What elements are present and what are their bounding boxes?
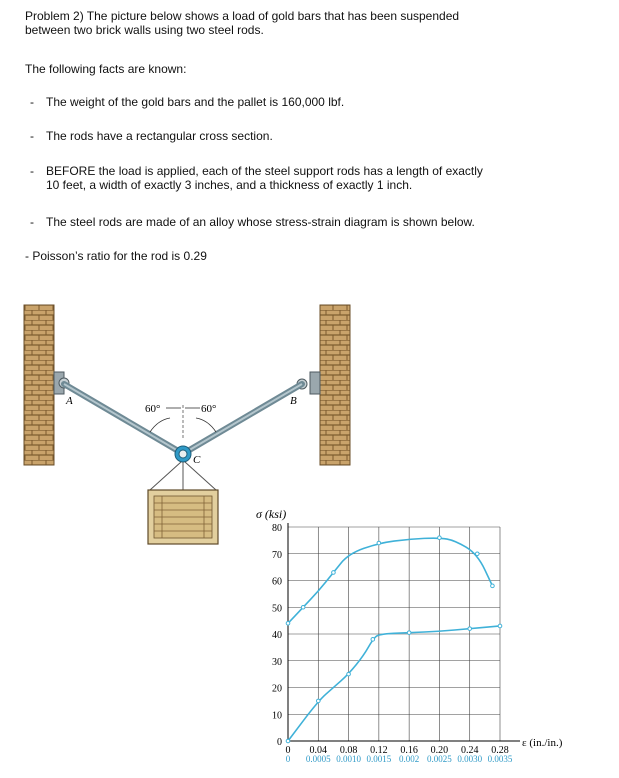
y-tick-label-70: 70 (272, 549, 282, 561)
fact-2-dash: - (30, 129, 34, 143)
problem-heading-line-1: Problem 2) The picture below shows a load of gold bars that has been suspended (25, 9, 460, 23)
series-line-2 (288, 626, 500, 741)
series-1-point-7 (438, 536, 442, 540)
series-2-point-0 (286, 739, 290, 743)
series-2-point-1 (316, 699, 320, 703)
series-1-point-9 (475, 552, 479, 556)
x-tick-label-upper-0.24: 0.24 (460, 745, 479, 756)
x-tick-label-lower-0.0015: 0.0015 (366, 754, 392, 764)
series-2-point-9 (468, 627, 472, 631)
x-tick-label-upper-0.16: 0.16 (400, 745, 418, 756)
series-2-point-3 (347, 672, 351, 676)
series-2-point-10 (498, 624, 502, 628)
series-2-point-7 (407, 631, 411, 635)
chart-axes (288, 523, 520, 741)
fact-3-text-line-2: 10 feet, a width of exactly 3 inches, and a thickness of exactly 1 inch. (46, 178, 413, 192)
x-tick-label-lower-0.0025: 0.0025 (427, 754, 452, 764)
y-tick-label-50: 50 (272, 603, 282, 615)
y-tick-label-30: 30 (272, 656, 282, 668)
x-tick-label-lower-0.0035: 0.0035 (487, 754, 513, 764)
series-1-point-3 (332, 571, 336, 575)
y-tick-labels (272, 523, 282, 748)
x-tick-label-lower-0.002: 0.002 (399, 754, 420, 764)
series-1-point-0 (286, 622, 290, 626)
x-tick-label-upper-0.08: 0.08 (339, 745, 358, 756)
x-tick-label-upper-0.28: 0.28 (491, 745, 509, 756)
poisson-ratio-text: - Poisson’s ratio for the rod is 0.29 (25, 249, 207, 263)
x-tick-labels-lower (286, 754, 513, 764)
y-tick-label-40: 40 (272, 630, 282, 641)
x-tick-label-upper-0.20: 0.20 (430, 745, 449, 756)
fact-3-text-line-1: BEFORE the load is applied, each of the steel support rods has a length of exactly (46, 164, 483, 178)
series-2-point-5 (371, 638, 375, 642)
x-tick-label-lower-0.0030: 0.0030 (457, 754, 483, 764)
series-1-point-5 (377, 541, 381, 545)
label-c: C (193, 454, 201, 466)
angle-label-right: 60° (201, 403, 217, 415)
x-tick-label-upper-0.04: 0.04 (309, 745, 328, 756)
series-1-point-10 (491, 584, 495, 588)
x-tick-label-lower-0.0010: 0.0010 (336, 754, 361, 764)
series-1-point-1 (301, 605, 305, 609)
y-axis-label: σ (ksi) (256, 507, 287, 521)
facts-intro: The following facts are known: (25, 62, 187, 76)
fact-3-dash: - (30, 164, 34, 178)
fact-4-text: The steel rods are made of an alloy whose stress-strain diagram is shown below. (46, 215, 475, 229)
y-tick-label-10: 10 (272, 710, 282, 722)
y-tick-label-20: 20 (272, 683, 282, 695)
fact-2-text: The rods have a rectangular cross section. (46, 129, 273, 143)
x-tick-label-lower-0: 0 (285, 754, 291, 764)
label-a: A (66, 395, 73, 407)
fact-1-text: The weight of the gold bars and the pallet is 160,000 lbf. (46, 95, 345, 109)
x-tick-label-upper-0.12: 0.12 (370, 745, 388, 756)
label-b: B (290, 395, 297, 407)
x-tick-label-upper-0: 0 (285, 745, 291, 756)
y-tick-label-80: 80 (272, 523, 282, 534)
fact-4-dash: - (30, 215, 34, 229)
problem-heading-line-2: between two brick walls using two steel rods. (25, 23, 264, 37)
angle-label-left: 60° (145, 403, 161, 415)
x-axis-label: ε (in./in.) (522, 737, 563, 749)
y-tick-label-60: 60 (272, 576, 282, 588)
x-tick-label-lower-0.0005: 0.0005 (305, 754, 331, 764)
fact-1-dash: - (30, 95, 34, 109)
y-tick-label-0: 0 (277, 737, 282, 748)
